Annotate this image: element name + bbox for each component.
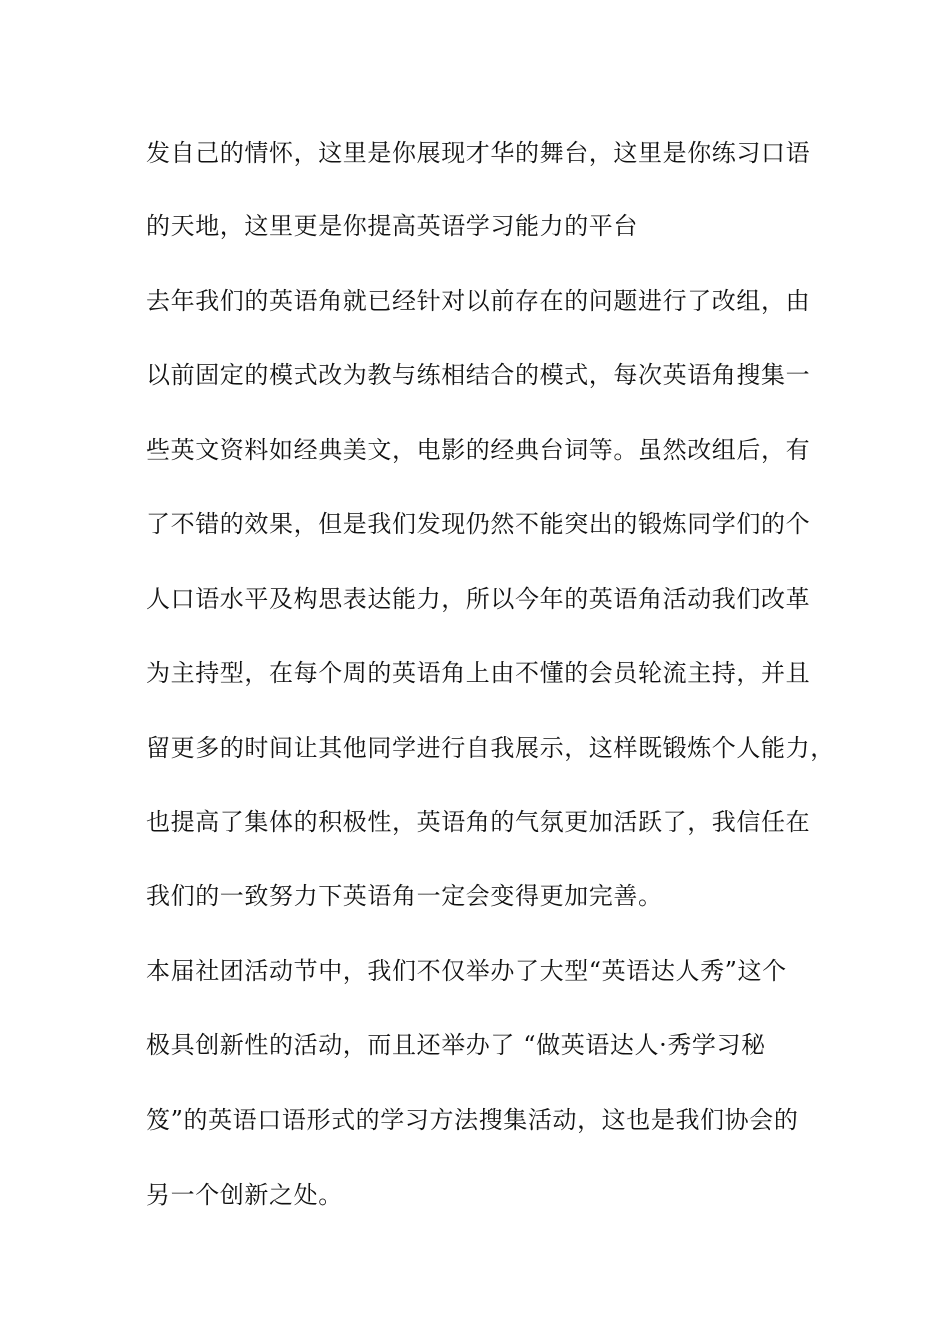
text-line: 人口语水平及构思表达能力，所以今年的英语角活动我们改革 [146,585,811,613]
text-line: 也提高了集体的积极性，英语角的气氛更加活跃了，我信任在 [146,808,811,836]
text-line: 留更多的时间让其他同学进行自我展示，这样既锻炼个人能力， [146,734,835,762]
text-line: 发自己的情怀，这里是你展现才华的舞台，这里是你练习口语 [146,139,811,167]
text-line: 的天地，这里更是你提高英语学习能力的平台 [146,212,638,240]
text-line: 极具创新性的活动，而且还举办了 “做英语达人·秀学习秘 [146,1031,766,1059]
text-line: 去年我们的英语角就已经针对以前存在的问题进行了改组，由 [146,287,811,315]
text-line: 笈”的英语口语形式的学习方法搜集活动，这也是我们协会的 [146,1106,799,1134]
text-line: 些英文资料如经典美文，电影的经典台词等。虽然改组后，有 [146,436,811,464]
text-line: 我们的一致努力下英语角一定会变得更加完善。 [146,882,663,910]
text-line: 本届社团活动节中，我们不仅举办了大型“英语达人秀”这个 [146,957,787,985]
text-line: 以前固定的模式改为教与练相结合的模式，每次英语角搜集一 [146,361,811,389]
text-line: 为主持型，在每个周的英语角上由不懂的会员轮流主持，并且 [146,659,811,687]
text-line: 了不错的效果，但是我们发现仍然不能突出的锻炼同学们的个 [146,510,811,538]
text-line: 另一个创新之处。 [146,1181,343,1209]
